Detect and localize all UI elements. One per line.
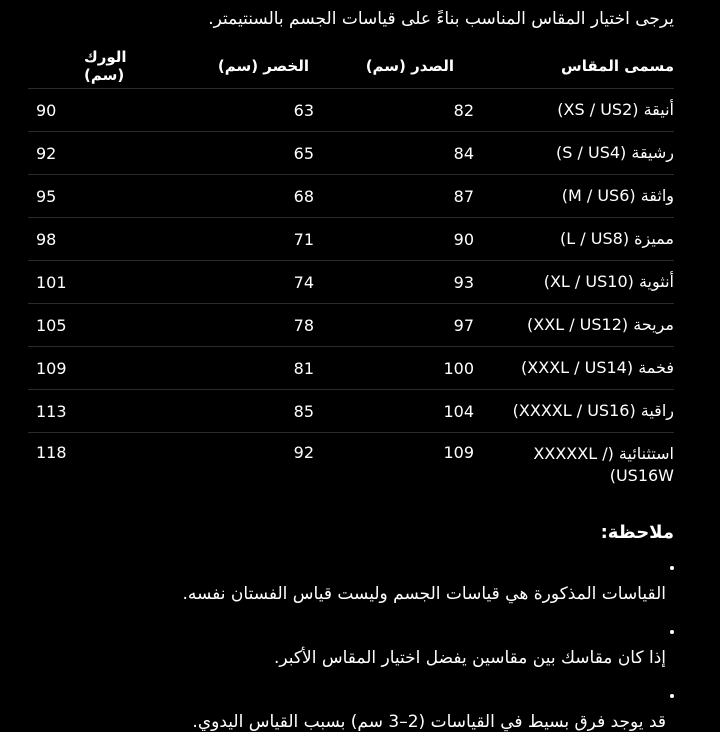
waist-cell: 85: [169, 390, 314, 433]
size-name-cell: أنثوية (XL / US10): [494, 261, 674, 304]
bust-cell: 84: [314, 132, 494, 175]
waist-cell: 74: [169, 261, 314, 304]
note-heading: ملاحظة:: [600, 522, 674, 543]
list-item: [44, 688, 684, 732]
bullet-icon: [670, 630, 674, 634]
note-text: القياسات المذكورة هي قياسات الجسم وليست قياس الفستان نفسه.: [182, 584, 666, 604]
header-size-name: مسمى المقاس: [494, 44, 674, 89]
table-row: [28, 433, 674, 492]
bust-cell: 90: [314, 218, 494, 261]
size-name-cell: مريحة (XXL / US12): [494, 304, 674, 347]
list-item: [44, 624, 684, 688]
table-row: [28, 89, 674, 132]
list-item: [44, 560, 684, 624]
size-name-cell: فخمة (XXXL / US14): [494, 347, 674, 390]
header-waist: الخصر (سم): [169, 44, 314, 89]
size-name-cell: أنيقة (XS / US2): [494, 89, 674, 132]
table-row: [28, 175, 674, 218]
hip-cell: 101: [28, 261, 169, 304]
bullet-icon: [670, 566, 674, 570]
header-bust: الصدر (سم): [314, 44, 494, 89]
hip-cell: 109: [28, 347, 169, 390]
size-name-cell: استثنائية (XXXXXL / US16W): [533, 444, 674, 485]
bullet-icon: [670, 694, 674, 698]
size-name-cell: واثقة (M / US6): [494, 175, 674, 218]
hip-cell: 98: [28, 218, 169, 261]
bust-cell: 100: [314, 347, 494, 390]
size-name-cell: راقية (XXXXL / US16): [494, 390, 674, 433]
table-row: [28, 304, 674, 347]
table-row: [28, 390, 674, 433]
bust-cell: 82: [314, 89, 494, 132]
hip-cell: 92: [28, 132, 169, 175]
note-text: قد يوجد فرق بسيط في القياسات (2–3 سم) بسبب القياس اليدوي.: [192, 712, 666, 732]
waist-cell: 63: [169, 89, 314, 132]
bust-cell: 109: [443, 443, 474, 462]
waist-cell: 71: [169, 218, 314, 261]
hip-cell: 118: [36, 443, 67, 462]
bust-cell: 104: [314, 390, 494, 433]
waist-cell: 68: [169, 175, 314, 218]
intro-text: يرجى اختيار المقاس المناسب بناءً على قياسات الجسم بالسنتيمتر.: [208, 9, 674, 29]
table-row: [28, 261, 674, 304]
hip-cell: 105: [28, 304, 169, 347]
notes-list: [44, 560, 684, 732]
header-hip: الورك (سم): [28, 44, 169, 89]
table-row: [28, 132, 674, 175]
bust-cell: 93: [314, 261, 494, 304]
size-name-cell: مميزة (L / US8): [494, 218, 674, 261]
size-table: [28, 44, 674, 491]
hip-cell: 113: [28, 390, 169, 433]
waist-cell: 78: [169, 304, 314, 347]
waist-cell: 81: [169, 347, 314, 390]
table-header-row: [28, 44, 674, 89]
size-name-cell: رشيقة (S / US4): [494, 132, 674, 175]
table-row: [28, 218, 674, 261]
note-text: إذا كان مقاسك بين مقاسين يفضل اختيار المقاس الأكبر.: [274, 648, 666, 668]
hip-cell: 90: [28, 89, 169, 132]
waist-cell: 92: [293, 443, 314, 462]
table-row: [28, 347, 674, 390]
waist-cell: 65: [169, 132, 314, 175]
bust-cell: 97: [314, 304, 494, 347]
bust-cell: 87: [314, 175, 494, 218]
hip-cell: 95: [28, 175, 169, 218]
